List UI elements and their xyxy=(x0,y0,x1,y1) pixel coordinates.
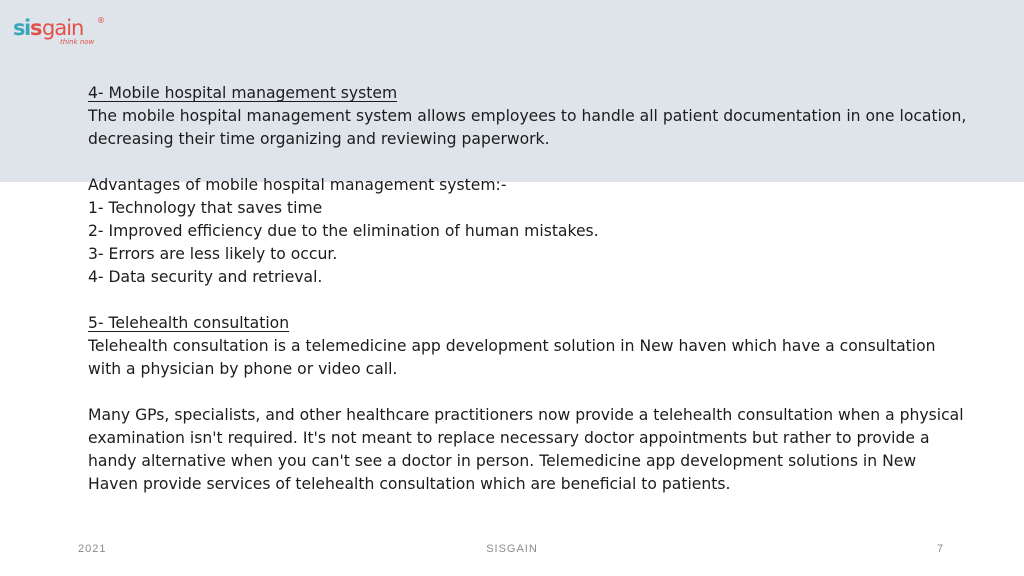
gp-paragraph: Many GPs, specialists, and other healthcare practitioners now provide a telehealth consultation when a physical examination isn't required. It's not meant to replace necessary doctor appointments but rather to provide a handy alternative when you can't see a doctor in person. Telemedicine app development solutions in New Haven provide services of telehealth consultation which are beneficial to patients. xyxy=(88,406,964,493)
footer-page-number: 7 xyxy=(937,543,945,555)
svg-text:gain: gain xyxy=(42,16,84,40)
slide-content xyxy=(88,82,968,496)
spacer xyxy=(88,381,968,404)
svg-text:®: ® xyxy=(97,16,105,25)
advantage-item: 1- Technology that saves time xyxy=(88,199,323,217)
advantages-title: Advantages of mobile hospital management system:- xyxy=(88,176,507,194)
spacer xyxy=(88,151,968,174)
telehealth-description: Telehealth consultation is a telemedicine app development solution in New haven which have a consultation with a physician by phone or video call. xyxy=(88,337,936,378)
section-heading-mobile-hms: 4- Mobile hospital management system xyxy=(88,84,398,102)
spacer xyxy=(88,289,968,312)
svg-text:si: si xyxy=(13,16,30,40)
footer-company: SISGAIN xyxy=(486,543,538,555)
sisgain-logo xyxy=(13,12,109,48)
advantage-item: 2- Improved efficiency due to the elimination of human mistakes. xyxy=(88,222,599,240)
footer-year: 2021 xyxy=(78,543,107,555)
svg-text:think now: think now xyxy=(60,38,95,46)
section-heading-telehealth: 5- Telehealth consultation xyxy=(88,314,290,332)
advantage-item: 3- Errors are less likely to occur. xyxy=(88,245,338,263)
svg-text:s: s xyxy=(30,16,41,40)
advantage-item: 4- Data security and retrieval. xyxy=(88,268,323,286)
mobile-hms-description: The mobile hospital management system allows employees to handle all patient documentation in one location, decreasing their time organizing and reviewing paperwork. xyxy=(88,107,967,148)
